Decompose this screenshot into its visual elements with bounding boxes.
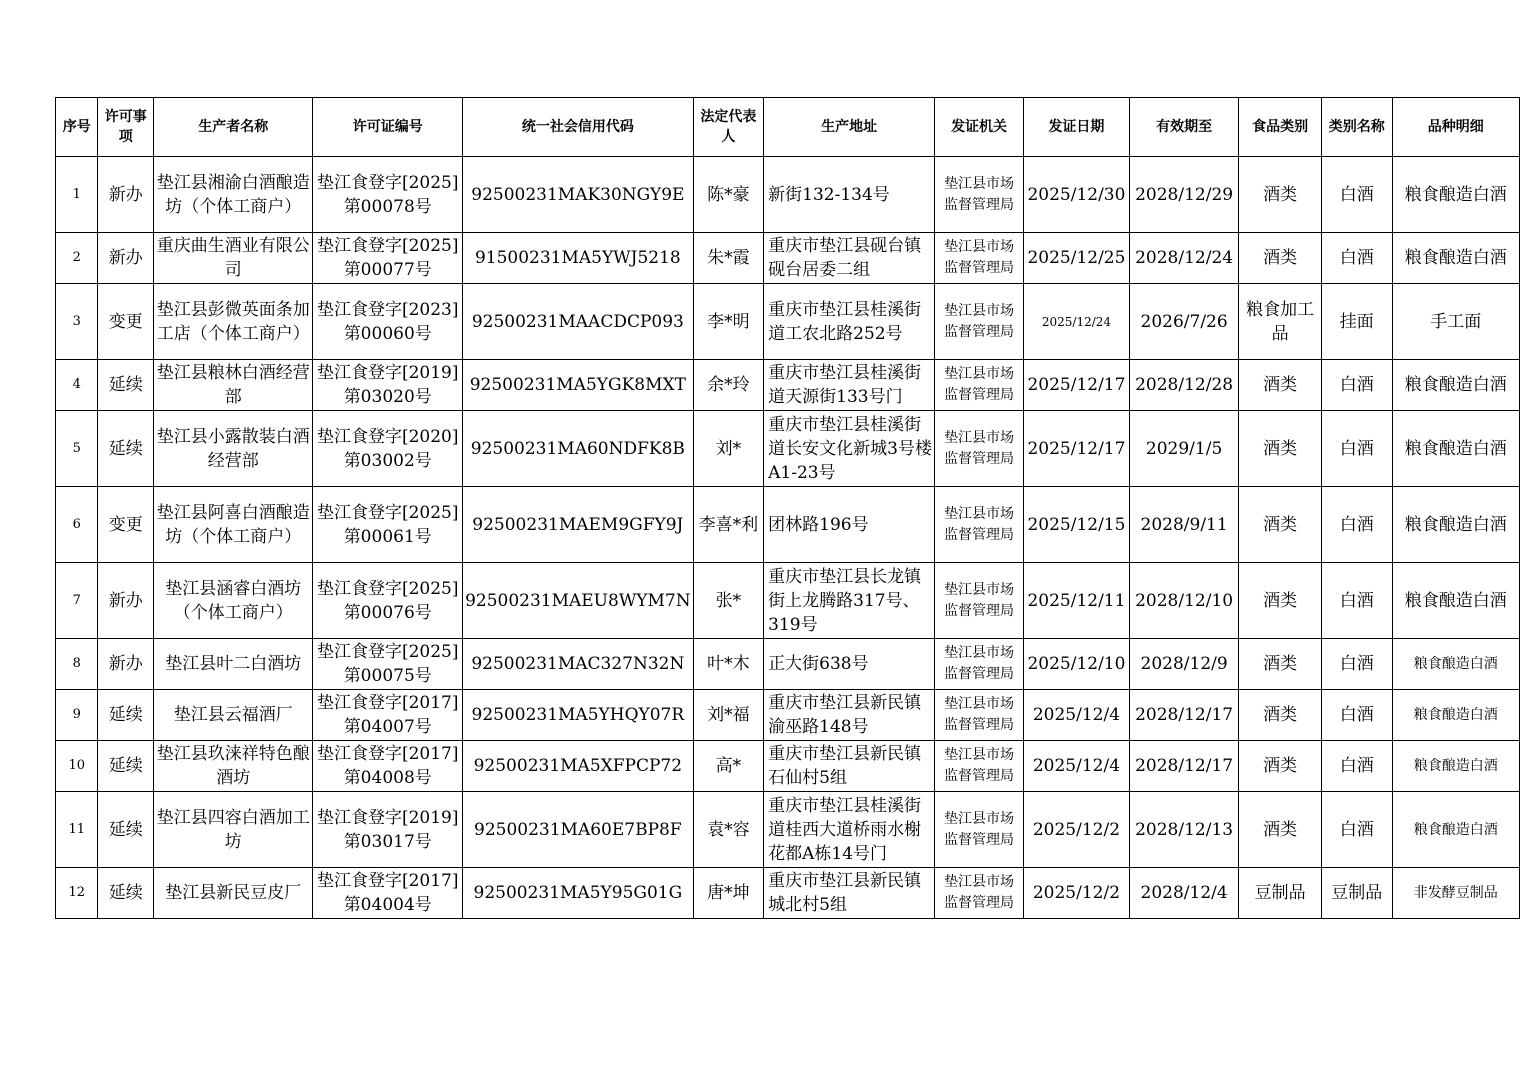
cell-valid-until: 2028/12/4	[1129, 868, 1239, 919]
cell-issuer: 垫江县市场监督管理局	[935, 233, 1024, 284]
cell-legal-rep: 刘*	[693, 411, 764, 487]
cell-producer: 垫江县小露散装白酒经营部	[154, 411, 313, 487]
header-issuer: 发证机关	[935, 98, 1024, 157]
cell-food-category: 酒类	[1239, 411, 1322, 487]
cell-credit-code: 92500231MAACDCP093	[463, 284, 694, 360]
cell-variety: 非发酵豆制品	[1392, 868, 1520, 919]
cell-seq: 4	[56, 360, 98, 411]
table-row	[56, 284, 1520, 360]
cell-license-no: 垫江食登字[2019]第03020号	[313, 360, 463, 411]
cell-address: 重庆市垫江县桂溪街道工农北路252号	[764, 284, 935, 360]
cell-seq: 8	[56, 639, 98, 690]
cell-permit-item: 新办	[98, 639, 154, 690]
cell-issuer: 垫江县市场监督管理局	[935, 284, 1024, 360]
cell-food-category: 酒类	[1239, 563, 1322, 639]
cell-issuer: 垫江县市场监督管理局	[935, 563, 1024, 639]
cell-producer: 重庆曲生酒业有限公司	[154, 233, 313, 284]
cell-seq: 10	[56, 741, 98, 792]
cell-issuer: 垫江县市场监督管理局	[935, 868, 1024, 919]
cell-producer: 垫江县云福酒厂	[154, 690, 313, 741]
cell-legal-rep: 陈*豪	[693, 157, 764, 233]
cell-producer: 垫江县粮林白酒经营部	[154, 360, 313, 411]
cell-credit-code: 92500231MAEU8WYM7N	[463, 563, 694, 639]
cell-credit-code: 91500231MA5YWJ5218	[463, 233, 694, 284]
cell-category-name: 白酒	[1322, 233, 1393, 284]
cell-category-name: 白酒	[1322, 563, 1393, 639]
cell-license-no: 垫江食登字[2020]第03002号	[313, 411, 463, 487]
cell-variety: 粮食酿造白酒	[1392, 690, 1520, 741]
cell-category-name: 白酒	[1322, 792, 1393, 868]
header-credit-code: 统一社会信用代码	[463, 98, 694, 157]
cell-credit-code: 92500231MA60E7BP8F	[463, 792, 694, 868]
cell-variety: 粮食酿造白酒	[1392, 639, 1520, 690]
cell-issuer: 垫江县市场监督管理局	[935, 411, 1024, 487]
cell-credit-code: 92500231MA5Y95G01G	[463, 868, 694, 919]
cell-category-name: 挂面	[1322, 284, 1393, 360]
cell-variety: 粮食酿造白酒	[1392, 563, 1520, 639]
header-legal-rep: 法定代表人	[693, 98, 764, 157]
cell-permit-item: 延续	[98, 792, 154, 868]
cell-seq: 2	[56, 233, 98, 284]
cell-permit-item: 延续	[98, 741, 154, 792]
cell-permit-item: 变更	[98, 487, 154, 563]
cell-legal-rep: 朱*霞	[693, 233, 764, 284]
cell-seq: 5	[56, 411, 98, 487]
cell-valid-until: 2026/7/26	[1129, 284, 1239, 360]
cell-address: 团林路196号	[764, 487, 935, 563]
cell-producer: 垫江县新民豆皮厂	[154, 868, 313, 919]
cell-issuer: 垫江县市场监督管理局	[935, 639, 1024, 690]
header-permit-item: 许可事项	[98, 98, 154, 157]
table-row	[56, 741, 1520, 792]
cell-license-no: 垫江食登字[2025]第00077号	[313, 233, 463, 284]
cell-variety: 粮食酿造白酒	[1392, 233, 1520, 284]
cell-issue-date: 2025/12/30	[1024, 157, 1130, 233]
header-row	[56, 98, 1520, 157]
cell-category-name: 白酒	[1322, 690, 1393, 741]
header-food-category: 食品类别	[1239, 98, 1322, 157]
cell-permit-item: 变更	[98, 284, 154, 360]
header-issue-date: 发证日期	[1024, 98, 1130, 157]
cell-issuer: 垫江县市场监督管理局	[935, 792, 1024, 868]
cell-license-no: 垫江食登字[2019]第03017号	[313, 792, 463, 868]
cell-category-name: 白酒	[1322, 360, 1393, 411]
header-valid-until: 有效期至	[1129, 98, 1239, 157]
cell-license-no: 垫江食登字[2023]第00060号	[313, 284, 463, 360]
cell-credit-code: 92500231MAC327N32N	[463, 639, 694, 690]
table-row	[56, 792, 1520, 868]
cell-legal-rep: 张*	[693, 563, 764, 639]
cell-permit-item: 延续	[98, 360, 154, 411]
cell-license-no: 垫江食登字[2025]第00061号	[313, 487, 463, 563]
cell-issue-date: 2025/12/17	[1024, 411, 1130, 487]
cell-credit-code: 92500231MAK30NGY9E	[463, 157, 694, 233]
cell-legal-rep: 余*玲	[693, 360, 764, 411]
cell-producer: 垫江县彭微英面条加工店（个体工商户）	[154, 284, 313, 360]
cell-variety: 粮食酿造白酒	[1392, 792, 1520, 868]
cell-issuer: 垫江县市场监督管理局	[935, 690, 1024, 741]
cell-permit-item: 延续	[98, 690, 154, 741]
cell-address: 重庆市垫江县桂溪街道桂西大道桥雨水榭花都A栋14号门	[764, 792, 935, 868]
cell-valid-until: 2028/12/29	[1129, 157, 1239, 233]
cell-credit-code: 92500231MAEM9GFY9J	[463, 487, 694, 563]
cell-category-name: 豆制品	[1322, 868, 1393, 919]
cell-variety: 粮食酿造白酒	[1392, 157, 1520, 233]
header-license-no: 许可证编号	[313, 98, 463, 157]
cell-address: 重庆市垫江县新民镇石仙村5组	[764, 741, 935, 792]
cell-issue-date: 2025/12/11	[1024, 563, 1130, 639]
header-category-name: 类别名称	[1322, 98, 1393, 157]
cell-valid-until: 2028/12/24	[1129, 233, 1239, 284]
cell-legal-rep: 袁*容	[693, 792, 764, 868]
table-row	[56, 563, 1520, 639]
cell-legal-rep: 刘*福	[693, 690, 764, 741]
cell-seq: 1	[56, 157, 98, 233]
cell-variety: 粮食酿造白酒	[1392, 741, 1520, 792]
cell-issue-date: 2025/12/4	[1024, 741, 1130, 792]
cell-valid-until: 2028/9/11	[1129, 487, 1239, 563]
cell-category-name: 白酒	[1322, 639, 1393, 690]
cell-credit-code: 92500231MA5YHQY07R	[463, 690, 694, 741]
cell-permit-item: 新办	[98, 233, 154, 284]
cell-legal-rep: 李*明	[693, 284, 764, 360]
cell-food-category: 酒类	[1239, 690, 1322, 741]
table-row	[56, 360, 1520, 411]
cell-issue-date: 2025/12/17	[1024, 360, 1130, 411]
cell-permit-item: 新办	[98, 563, 154, 639]
table-row	[56, 868, 1520, 919]
cell-address: 重庆市垫江县砚台镇砚台居委二组	[764, 233, 935, 284]
header-address: 生产地址	[764, 98, 935, 157]
cell-address: 重庆市垫江县新民镇城北村5组	[764, 868, 935, 919]
cell-permit-item: 新办	[98, 157, 154, 233]
cell-legal-rep: 唐*坤	[693, 868, 764, 919]
food-license-table	[55, 97, 1520, 919]
cell-license-no: 垫江食登字[2017]第04008号	[313, 741, 463, 792]
table-row	[56, 639, 1520, 690]
cell-seq: 3	[56, 284, 98, 360]
cell-food-category: 酒类	[1239, 157, 1322, 233]
cell-food-category: 酒类	[1239, 792, 1322, 868]
table-row	[56, 233, 1520, 284]
cell-credit-code: 92500231MA5YGK8MXT	[463, 360, 694, 411]
cell-variety: 粮食酿造白酒	[1392, 360, 1520, 411]
cell-issue-date: 2025/12/15	[1024, 487, 1130, 563]
cell-issue-date: 2025/12/2	[1024, 792, 1130, 868]
cell-category-name: 白酒	[1322, 487, 1393, 563]
cell-producer: 垫江县阿喜白酒酿造坊（个体工商户）	[154, 487, 313, 563]
cell-legal-rep: 高*	[693, 741, 764, 792]
cell-producer: 垫江县玖涞祥特色酿酒坊	[154, 741, 313, 792]
header-producer: 生产者名称	[154, 98, 313, 157]
cell-valid-until: 2028/12/10	[1129, 563, 1239, 639]
cell-producer: 垫江县湘渝白酒酿造坊（个体工商户）	[154, 157, 313, 233]
cell-address: 新街132-134号	[764, 157, 935, 233]
cell-seq: 6	[56, 487, 98, 563]
cell-producer: 垫江县涵睿白酒坊（个体工商户）	[154, 563, 313, 639]
cell-food-category: 酒类	[1239, 639, 1322, 690]
cell-credit-code: 92500231MA60NDFK8B	[463, 411, 694, 487]
cell-legal-rep: 叶*木	[693, 639, 764, 690]
cell-issuer: 垫江县市场监督管理局	[935, 487, 1024, 563]
table-row	[56, 157, 1520, 233]
cell-valid-until: 2028/12/13	[1129, 792, 1239, 868]
cell-valid-until: 2028/12/17	[1129, 690, 1239, 741]
cell-food-category: 酒类	[1239, 487, 1322, 563]
cell-license-no: 垫江食登字[2017]第04007号	[313, 690, 463, 741]
cell-category-name: 白酒	[1322, 157, 1393, 233]
cell-issue-date: 2025/12/25	[1024, 233, 1130, 284]
cell-permit-item: 延续	[98, 868, 154, 919]
cell-address: 重庆市垫江县桂溪街道天源街133号门	[764, 360, 935, 411]
cell-variety: 手工面	[1392, 284, 1520, 360]
cell-valid-until: 2028/12/17	[1129, 741, 1239, 792]
cell-address: 重庆市垫江县新民镇渝巫路148号	[764, 690, 935, 741]
cell-address: 重庆市垫江县长龙镇街上龙腾路317号、319号	[764, 563, 935, 639]
cell-variety: 粮食酿造白酒	[1392, 487, 1520, 563]
cell-credit-code: 92500231MA5XFPCP72	[463, 741, 694, 792]
cell-license-no: 垫江食登字[2025]第00078号	[313, 157, 463, 233]
cell-seq: 12	[56, 868, 98, 919]
cell-legal-rep: 李喜*利	[693, 487, 764, 563]
cell-valid-until: 2028/12/28	[1129, 360, 1239, 411]
cell-food-category: 粮食加工品	[1239, 284, 1322, 360]
cell-producer: 垫江县叶二白酒坊	[154, 639, 313, 690]
cell-seq: 11	[56, 792, 98, 868]
table-row	[56, 690, 1520, 741]
table-row	[56, 487, 1520, 563]
cell-valid-until: 2029/1/5	[1129, 411, 1239, 487]
cell-license-no: 垫江食登字[2025]第00076号	[313, 563, 463, 639]
table-row	[56, 411, 1520, 487]
cell-address: 正大街638号	[764, 639, 935, 690]
cell-issue-date: 2025/12/10	[1024, 639, 1130, 690]
header-seq: 序号	[56, 98, 98, 157]
cell-issue-date: 2025/12/24	[1024, 284, 1130, 360]
cell-category-name: 白酒	[1322, 411, 1393, 487]
cell-category-name: 白酒	[1322, 741, 1393, 792]
cell-issuer: 垫江县市场监督管理局	[935, 157, 1024, 233]
cell-seq: 7	[56, 563, 98, 639]
cell-food-category: 酒类	[1239, 741, 1322, 792]
cell-permit-item: 延续	[98, 411, 154, 487]
license-table-container	[55, 97, 1520, 919]
cell-valid-until: 2028/12/9	[1129, 639, 1239, 690]
cell-issue-date: 2025/12/2	[1024, 868, 1130, 919]
cell-license-no: 垫江食登字[2025]第00075号	[313, 639, 463, 690]
cell-issuer: 垫江县市场监督管理局	[935, 360, 1024, 411]
cell-issue-date: 2025/12/4	[1024, 690, 1130, 741]
cell-food-category: 酒类	[1239, 233, 1322, 284]
cell-seq: 9	[56, 690, 98, 741]
header-variety: 品种明细	[1392, 98, 1520, 157]
cell-issuer: 垫江县市场监督管理局	[935, 741, 1024, 792]
cell-producer: 垫江县四容白酒加工坊	[154, 792, 313, 868]
cell-food-category: 豆制品	[1239, 868, 1322, 919]
cell-food-category: 酒类	[1239, 360, 1322, 411]
cell-address: 重庆市垫江县桂溪街道长安文化新城3号楼A1-23号	[764, 411, 935, 487]
cell-variety: 粮食酿造白酒	[1392, 411, 1520, 487]
cell-license-no: 垫江食登字[2017]第04004号	[313, 868, 463, 919]
